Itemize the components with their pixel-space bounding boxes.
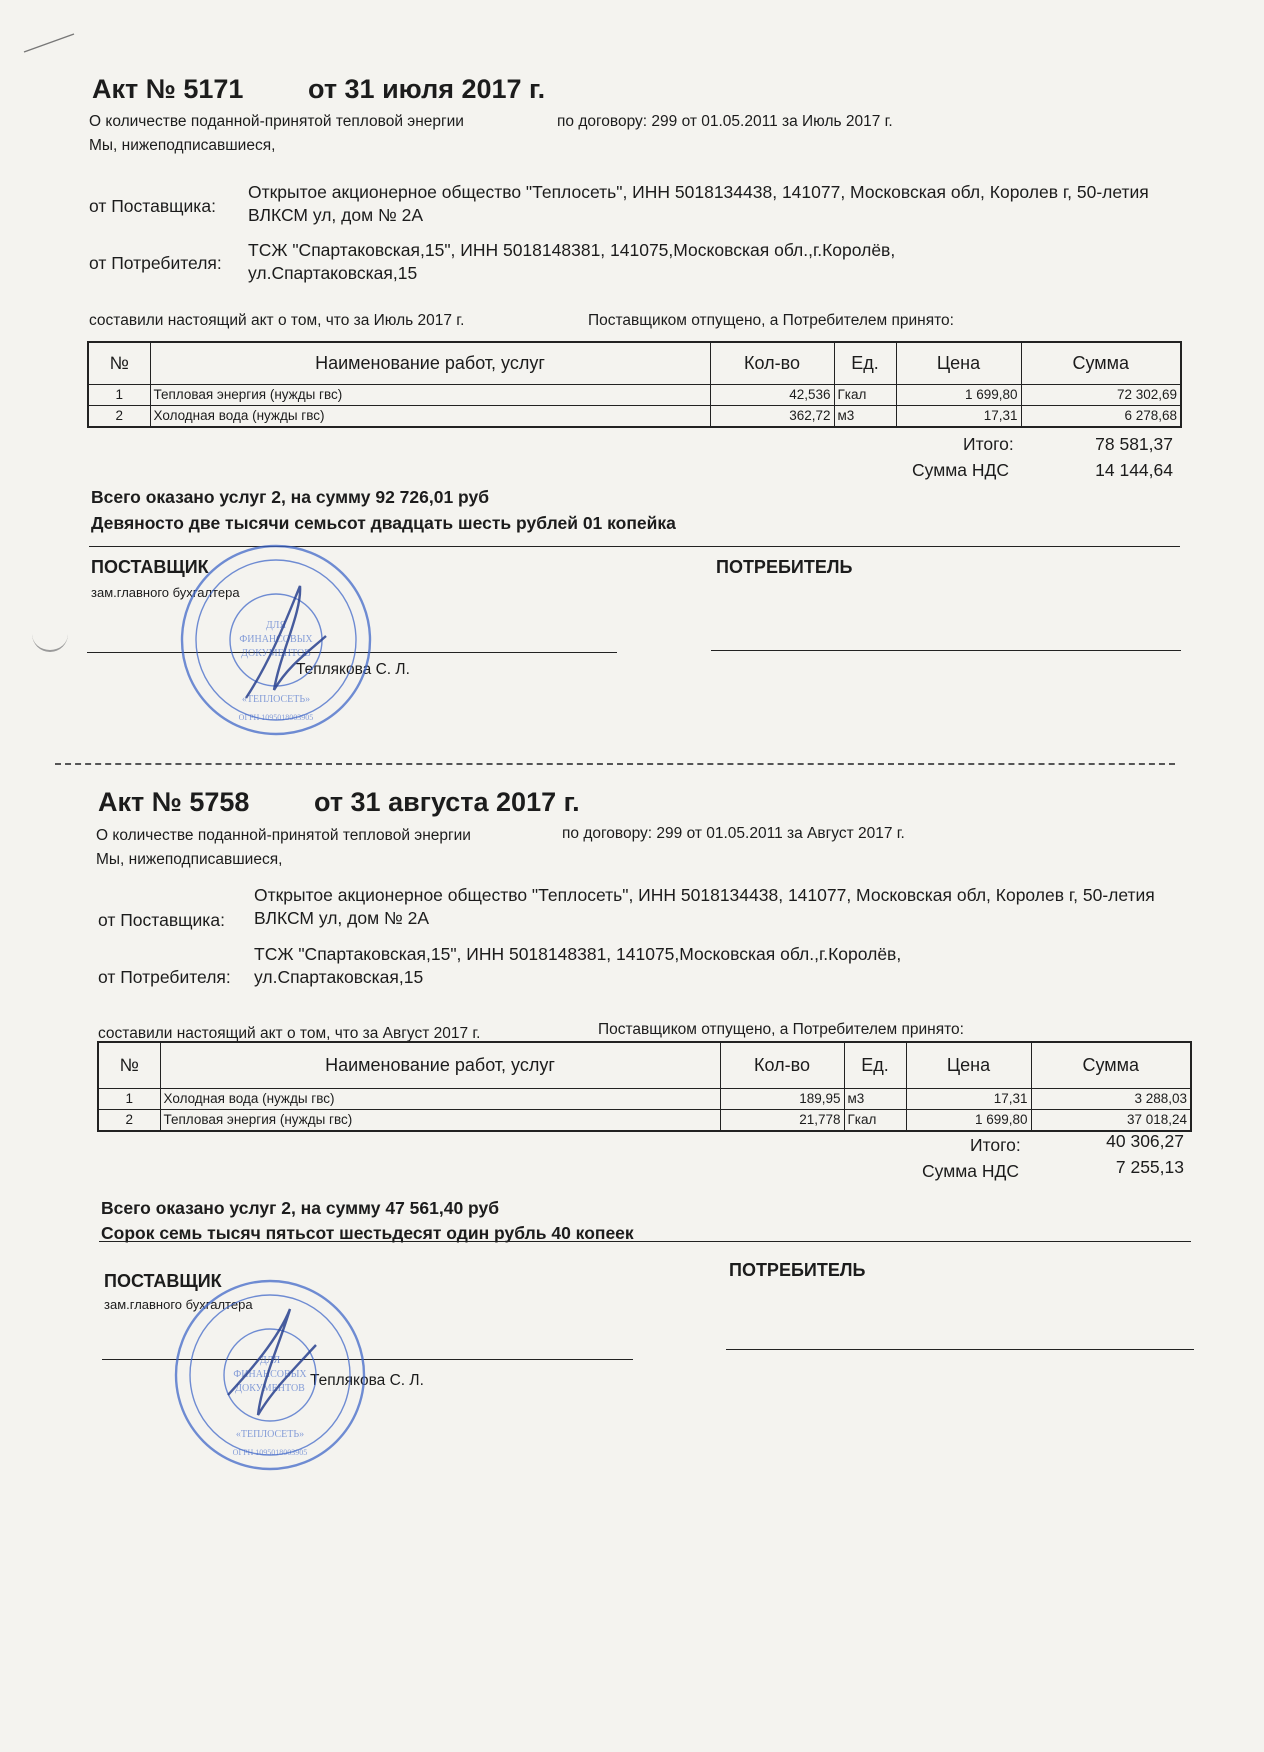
cell-number: 1 [98, 1088, 160, 1109]
summary-in-words: Сорок семь тысяч пятьсот шестьдесят один рубль 40 копеек [101, 1223, 634, 1243]
cell-sum: 6 278,68 [1021, 405, 1181, 427]
table-row [98, 1109, 1191, 1131]
table-header-row [88, 342, 1181, 384]
vat-label: Сумма НДС [912, 460, 1009, 480]
table-row [98, 1088, 1191, 1109]
col-header: Кол-во [710, 342, 834, 384]
cell-unit: Гкал [834, 384, 896, 405]
svg-text:ОГРН 1095018003905: ОГРН 1095018003905 [232, 1448, 308, 1457]
cell-price: 1 699,80 [896, 384, 1021, 405]
consumer-label: от Потребителя: [98, 967, 231, 987]
supplier-details: Открытое акционерное общество "Теплосеть", ИНН 5018134438, 141077, Московская обл, Королев г, 50-летия ВЛКСМ ул, дом № 2А [254, 885, 1155, 928]
cell-unit: м3 [844, 1088, 906, 1109]
col-header: № [88, 342, 150, 384]
consumer-details: ТСЖ "Спартаковская,15", ИНН 5018148381, 141075,Московская обл.,г.Королёв, ул.Спартаковская,15 [248, 240, 896, 283]
cell-sum: 72 302,69 [1021, 384, 1181, 405]
summary-total: Всего оказано услуг 2, на сумму 92 726,01 руб [91, 487, 490, 507]
act-number: Акт № 5758 [98, 787, 250, 817]
punch-hole-mark [32, 628, 68, 652]
svg-text:ДОКУМЕНТОВ: ДОКУМЕНТОВ [235, 1383, 305, 1394]
cell-qty: 189,95 [720, 1088, 844, 1109]
supplier-position: зам.главного бухгалтера [104, 1297, 253, 1312]
cell-number: 2 [88, 405, 150, 427]
svg-text:«ТЕПЛОСЕТЬ»: «ТЕПЛОСЕТЬ» [235, 1429, 305, 1440]
act-subject: О количестве поданной-принятой тепловой энергии [89, 113, 464, 130]
consumer-label: от Потребителя: [89, 253, 222, 273]
supplier-position: зам.главного бухгалтера [91, 585, 240, 600]
company-seal [170, 1275, 370, 1475]
act-subject: О количестве поданной-принятой тепловой энергии [96, 827, 471, 844]
svg-text:ФИНАНСОВЫХ: ФИНАНСОВЫХ [239, 634, 313, 645]
services-table [97, 1041, 1192, 1132]
cell-name: Холодная вода (нужды гвс) [150, 405, 710, 427]
svg-text:ФИНАНСОВЫХ: ФИНАНСОВЫХ [233, 1369, 307, 1380]
cell-name: Тепловая энергия (нужды гвс) [150, 384, 710, 405]
consumer-heading: ПОТРЕБИТЕЛЬ [729, 1260, 866, 1280]
released-text: Поставщиком отпущено, а Потребителем принято: [598, 1021, 964, 1038]
col-header: Наименование работ, услуг [150, 342, 710, 384]
company-seal [176, 540, 376, 740]
col-header: Сумма [1031, 1042, 1191, 1088]
table-header-row [98, 1042, 1191, 1088]
scan-mark [20, 28, 80, 58]
supplier-heading: ПОСТАВЩИК [91, 557, 209, 577]
consumer-heading: ПОТРЕБИТЕЛЬ [716, 557, 853, 577]
cell-qty: 42,536 [710, 384, 834, 405]
svg-text:ДЛЯ: ДЛЯ [265, 620, 287, 631]
summary-in-words: Девяносто две тысячи семьсот двадцать шесть рублей 01 копейка [91, 513, 676, 533]
col-header: Наименование работ, услуг [160, 1042, 720, 1088]
col-header: Ед. [834, 342, 896, 384]
we-undersigned: Мы, нижеподписавшиеся, [89, 137, 276, 154]
cell-sum: 3 288,03 [1031, 1088, 1191, 1109]
col-header: № [98, 1042, 160, 1088]
act-contract: по договору: 299 от 01.05.2011 за Август 2017 г. [562, 825, 905, 842]
col-header: Кол-во [720, 1042, 844, 1088]
total-label: Итого: [970, 1135, 1021, 1155]
svg-text:ДЛЯ: ДЛЯ [259, 1355, 281, 1366]
services-table [87, 341, 1182, 428]
act-date: от 31 июля 2017 г. [308, 74, 546, 104]
col-header: Цена [906, 1042, 1031, 1088]
consumer-signature-line [726, 1349, 1194, 1350]
supplier-label: от Поставщика: [89, 196, 216, 216]
act-contract: по договору: 299 от 01.05.2011 за Июль 2017 г. [557, 113, 893, 130]
cut-line [55, 763, 1175, 765]
signatory-name: Теплякова С. Л. [296, 661, 410, 678]
consumer-details: ТСЖ "Спартаковская,15", ИНН 5018148381, 141075,Московская обл.,г.Королёв, ул.Спартаковская,15 [254, 944, 902, 987]
total-label: Итого: [963, 434, 1014, 454]
cell-price: 17,31 [906, 1088, 1031, 1109]
act-date: от 31 августа 2017 г. [314, 787, 580, 817]
cell-unit: м3 [834, 405, 896, 427]
compiled-text: составили настоящий акт о том, что за Июль 2017 г. [89, 312, 465, 329]
signatory-name: Теплякова С. Л. [310, 1372, 424, 1389]
supplier-label: от Поставщика: [98, 910, 225, 930]
cell-price: 1 699,80 [906, 1109, 1031, 1131]
supplier-heading: ПОСТАВЩИК [104, 1271, 222, 1291]
cell-name: Тепловая энергия (нужды гвс) [160, 1109, 720, 1131]
total-value: 40 306,27 [1106, 1131, 1184, 1151]
compiled-text: составили настоящий акт о том, что за Август 2017 г. [98, 1025, 481, 1042]
svg-text:«ТЕПЛОСЕТЬ»: «ТЕПЛОСЕТЬ» [241, 694, 311, 705]
cell-name: Холодная вода (нужды гвс) [160, 1088, 720, 1109]
vat-value: 14 144,64 [1095, 460, 1173, 480]
act-number: Акт № 5171 [92, 74, 244, 104]
total-value: 78 581,37 [1095, 434, 1173, 454]
cell-number: 1 [88, 384, 150, 405]
released-text: Поставщиком отпущено, а Потребителем принято: [588, 312, 954, 329]
divider [99, 1241, 1191, 1242]
table-row [88, 405, 1181, 427]
cell-price: 17,31 [896, 405, 1021, 427]
consumer-signature-line [711, 650, 1181, 651]
vat-label: Сумма НДС [922, 1161, 1019, 1181]
cell-number: 2 [98, 1109, 160, 1131]
col-header: Цена [896, 342, 1021, 384]
col-header: Ед. [844, 1042, 906, 1088]
svg-text:ОГРН 1095018003905: ОГРН 1095018003905 [238, 713, 314, 722]
cell-qty: 362,72 [710, 405, 834, 427]
table-row [88, 384, 1181, 405]
cell-qty: 21,778 [720, 1109, 844, 1131]
supplier-details: Открытое акционерное общество "Теплосеть", ИНН 5018134438, 141077, Московская обл, Королев г, 50-летия ВЛКСМ ул, дом № 2А [248, 182, 1149, 225]
col-header: Сумма [1021, 342, 1181, 384]
cell-sum: 37 018,24 [1031, 1109, 1191, 1131]
svg-text:ДОКУМЕНТОВ: ДОКУМЕНТОВ [241, 648, 311, 659]
cell-unit: Гкал [844, 1109, 906, 1131]
summary-total: Всего оказано услуг 2, на сумму 47 561,40 руб [101, 1198, 500, 1218]
we-undersigned: Мы, нижеподписавшиеся, [96, 851, 283, 868]
vat-value: 7 255,13 [1115, 1157, 1184, 1177]
